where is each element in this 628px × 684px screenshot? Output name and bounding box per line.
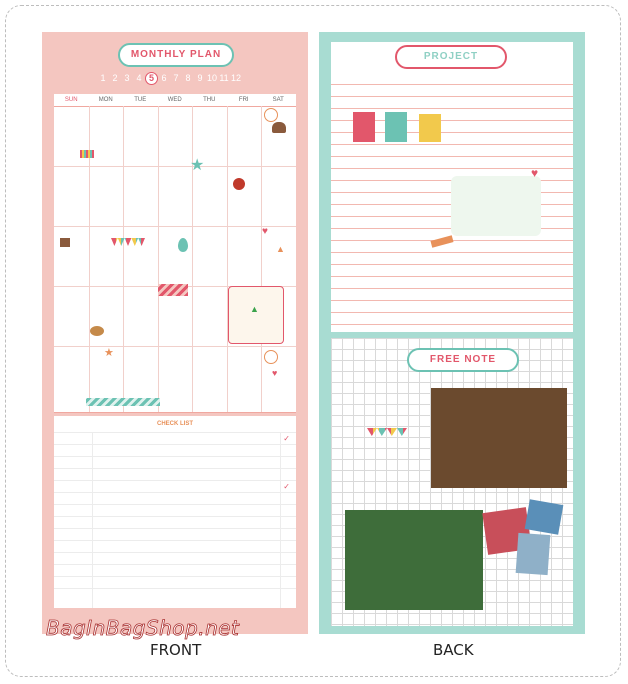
ruled-line [331,252,573,253]
heart-sticker-icon: ♥ [272,368,278,378]
month-9: 9 [197,73,203,83]
grid-line [261,106,262,412]
back-caption: BACK [433,641,474,659]
stamp-sticker-icon [525,499,564,534]
grid-line [54,346,296,347]
ruled-line [331,300,573,301]
ruled-line [331,324,573,325]
pattern-swatch-icon [419,114,441,142]
circle-mark-icon [264,350,278,364]
bag-sticker-icon [90,326,104,336]
ruled-line [331,276,573,277]
garden-photo-image [345,510,483,610]
check-list-section [54,416,296,608]
project-title: PROJECT [395,45,507,69]
grid-line [123,106,124,412]
front-caption: FRONT [150,641,202,659]
bunting-sticker-icon [367,428,407,436]
map-sketch-image [451,176,541,236]
weekday-thu: THU [192,94,227,107]
month-selector [97,72,277,88]
highlighted-event-box [228,286,284,344]
month-1: 1 [100,73,106,83]
ruled-line [331,108,573,109]
month-12: 12 [230,73,241,83]
ruled-line [331,96,573,97]
washi-tape-icon [158,284,188,296]
drop-sticker-icon [178,238,188,252]
pattern-swatch-icon [385,112,407,142]
free-note-section [331,338,573,626]
flower-sticker-icon [233,178,245,190]
grid-line [227,106,228,412]
stamp-sticker-icon [516,533,551,575]
month-5-current: 5 [145,72,158,85]
back-planner-page [319,32,585,634]
calendar-grid [54,94,296,412]
free-note-title: FREE NOTE [407,348,519,372]
ruled-line [331,288,573,289]
check-list-title: CHECK LIST [157,421,193,427]
grid-line [54,226,296,227]
month-3: 3 [124,73,130,83]
month-11: 11 [219,73,229,83]
grid-line [54,412,296,413]
ruled-line [331,312,573,313]
grid-line [192,106,193,412]
washi-tape-icon [430,235,453,247]
star-sticker-icon: ★ [190,157,205,174]
grid-line [158,106,159,412]
mountain-sticker-icon: ▲ [250,304,259,314]
ruled-line [331,144,573,145]
weekday-sat: SAT [261,94,296,107]
circle-mark-icon [264,108,278,122]
month-4: 4 [136,73,142,83]
ruled-line [331,156,573,157]
weekday-mon: MON [89,94,124,107]
weekday-sun: SUN [54,94,89,107]
month-8: 8 [185,73,191,83]
watermark-text: BagInBagShop.net [46,616,240,640]
month-10: 10 [206,73,217,83]
heart-sticker-icon: ♥ [531,166,539,180]
month-7: 7 [173,73,179,83]
cafe-photo-image [431,388,567,488]
ruled-line [331,84,573,85]
ruled-line [331,264,573,265]
pattern-swatch-icon [353,112,375,142]
weekday-wed: WED [158,94,193,107]
checkmark-icon: ✓ [283,482,290,491]
star-sticker-icon: ★ [104,347,114,359]
bunting-sticker-icon [111,238,145,246]
checkmark-icon: ✓ [283,434,290,443]
weekday-tue: TUE [123,94,158,107]
monthly-plan-title: MONTHLY PLAN [118,43,234,67]
grid-line [54,166,296,167]
month-6: 6 [161,73,167,83]
project-section [331,42,573,332]
hedgehog-sticker-icon [272,122,286,133]
month-2: 2 [112,73,118,83]
weekday-fri: FRI [227,94,262,107]
house-sticker-icon [60,238,70,247]
washi-tape-icon [86,398,160,406]
tree-sticker-icon: ▲ [276,244,285,254]
confetti-sticker-icon [80,150,94,158]
heart-sticker-icon: ♥ [262,226,268,237]
check-list-row [54,588,296,601]
front-planner-page [42,32,308,634]
